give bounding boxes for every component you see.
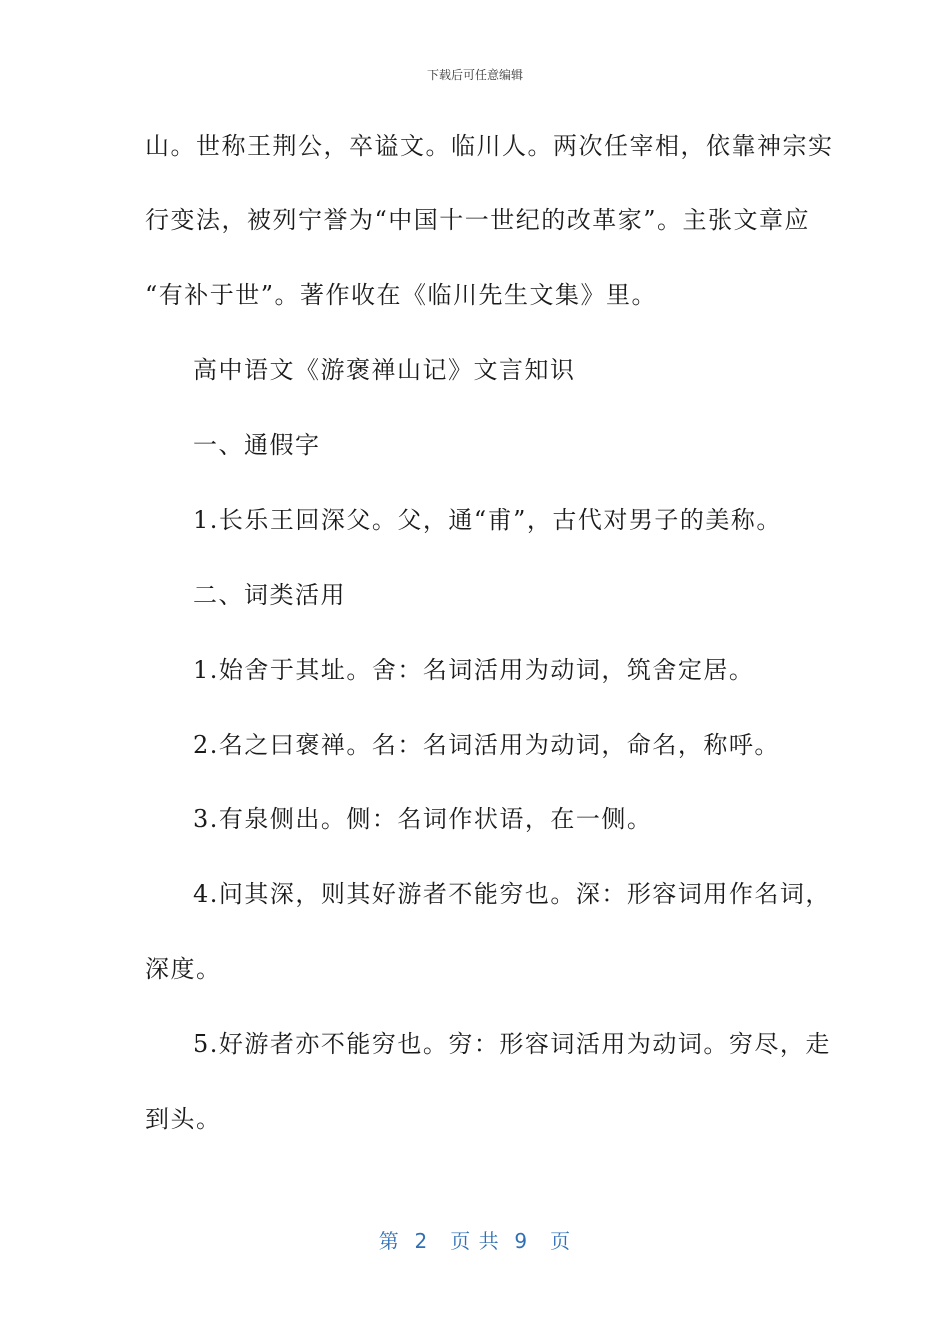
list-item: 5.好游者亦不能穷也。穷：形容词活用为动词。穷尽，走 bbox=[193, 1030, 831, 1058]
paragraph-line: “有补于世”。著作收在《临川先生文集》里。 bbox=[145, 281, 658, 309]
page-header: 下载后可任意编辑 bbox=[426, 68, 523, 82]
list-item: 1.始舍于其址。舍：名词活用为动词，筑舍定居。 bbox=[193, 656, 755, 684]
section-heading: 二、词类活用 bbox=[193, 581, 346, 609]
paragraph-line: 山。世称王荆公，卒谥文。临川人。两次任宰相，依靠神宗实 bbox=[145, 132, 834, 160]
section-heading: 一、通假字 bbox=[193, 431, 321, 459]
list-item: 2.名之曰褒禅。名：名词活用为动词，命名，称呼。 bbox=[193, 731, 780, 759]
section-title: 高中语文《游褒禅山记》文言知识 bbox=[193, 356, 576, 384]
list-item: 3.有泉侧出。侧：名词作状语，在一侧。 bbox=[193, 805, 653, 833]
page-number-footer: 第 2 页 共 9 页 bbox=[378, 1229, 572, 1253]
list-item-continuation: 到头。 bbox=[145, 1105, 222, 1133]
list-item: 4.问其深，则其好游者不能穷也。深：形容词用作名词， bbox=[193, 880, 831, 908]
list-item-continuation: 深度。 bbox=[145, 955, 222, 983]
list-item: 1.长乐王回深父。父，通“甫”，古代对男子的美称。 bbox=[193, 506, 782, 534]
paragraph-line: 行变法，被列宁誉为“中国十一世纪的改革家”。主张文章应 bbox=[145, 206, 811, 234]
